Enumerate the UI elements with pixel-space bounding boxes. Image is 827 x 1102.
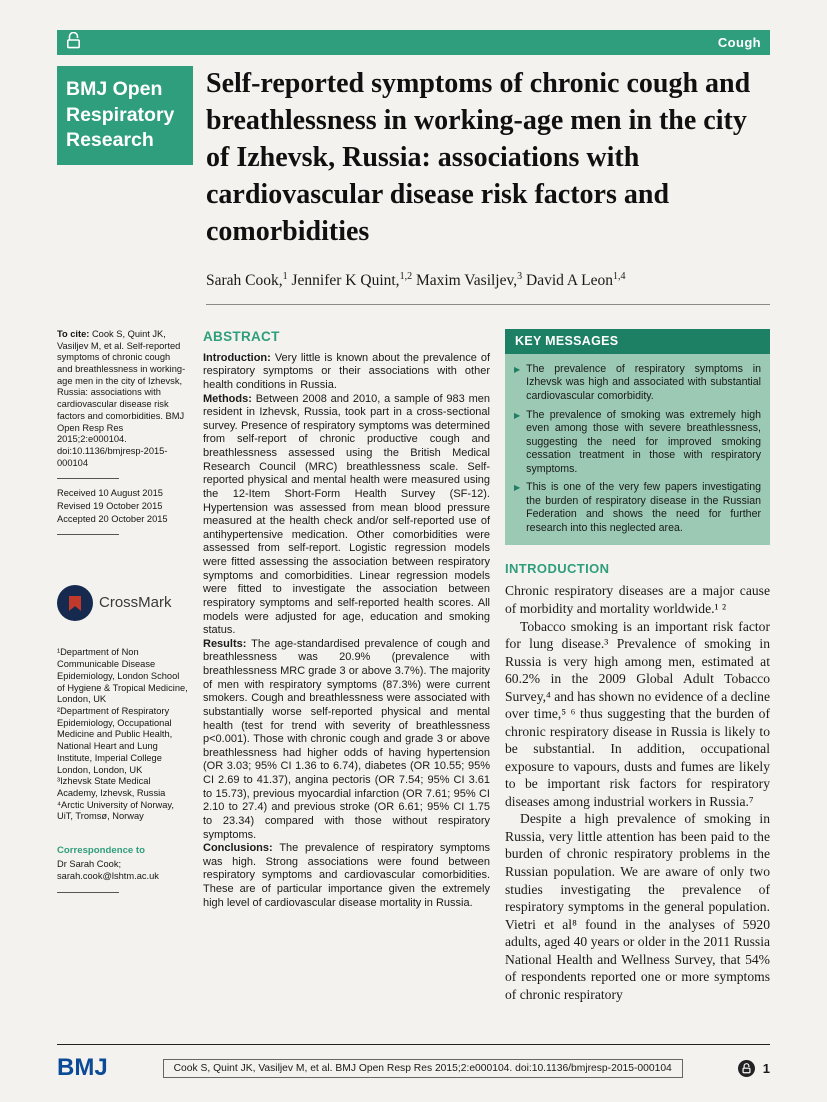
author-name: Maxim Vasiljev, (412, 271, 518, 289)
abstract-section-text: The age-standardised prevalence of cough and breathlessness was 20.9% (prevalence with breathlessness MRC grade 3 or above 3.7%). The majority of men with respiratory symptoms (87.3%) were current smokers. Cough and breathlessness were associated with substantially worse self-reported physical and mental health (test for trend with severity of breathlessness p<0.001). Those with chronic cough and grade 3 or above breathlessness had higher odds of having hypertension (OR 3.03; 95% CI 1.36 to 6.74), diabetes (OR 10.55; 95% CI 2.69 to 41.37), angina pectoris (OR 7.54; 95% CI 3.61 to 15.73), previous myocardial infarction (OR 7.61; 95% CI 2.10 to 27.4) and previous stroke (OR 6.61; 95% CI 1.75 to 23.34) compared with those without respiratory symptoms. (203, 637, 490, 841)
affiliation: ²Department of Respiratory Epidemiology, Occupational Medicine and Public Health, National Heart and Lung Institute, Imperial College London, London, UK (57, 705, 173, 775)
topic-tag: Cough (717, 35, 761, 50)
history-dates (57, 488, 188, 525)
abstract-section-text: The prevalence of respiratory symptoms was high. Strong associations were found between respiratory symptoms and cardiovascular comorbidities. These are of particular importance given the extremely high level of cardiovascular disease mortality in Russia. (203, 842, 490, 909)
abstract-section-label: Results: (203, 637, 252, 650)
abstract-section-introduction (203, 352, 490, 393)
crossmark-label: CrossMark (99, 594, 172, 612)
header-row (57, 66, 770, 305)
introduction-paragraph: Despite a high prevalence of smoking in Russia, very little attention has been paid to the burden of chronic respiratory problems in the Russian population. We are aware of only two studies investigating the prevalence of respiratory symptoms in the general population. Vietri et al⁸ found in the analyses of 5920 adults, aged 40 years or older in the 2011 Russia National Health and Wellness Survey, that 54% of respondents reported one or more symptoms of chronic respiratory (505, 811, 770, 1002)
page-footer (57, 1044, 770, 1082)
affiliations (57, 647, 188, 823)
key-message-item (514, 363, 761, 404)
correspondence-name: Dr Sarah Cook; (57, 859, 122, 870)
key-messages-heading: KEY MESSAGES (505, 329, 770, 354)
abstract-section-label: Conclusions: (203, 842, 280, 855)
left-sidebar (57, 329, 188, 1003)
abstract-heading: ABSTRACT (203, 328, 280, 344)
divider (57, 478, 119, 479)
open-access-footer-icon (738, 1060, 755, 1077)
page-number: 1 (762, 1060, 770, 1076)
accepted-date: Accepted 20 October 2015 (57, 513, 168, 524)
top-bar (57, 30, 770, 55)
key-message-item (514, 481, 761, 535)
bmj-logo: BMJ (57, 1054, 108, 1081)
divider (57, 534, 119, 535)
received-date: Received 10 August 2015 (57, 488, 163, 499)
abstract-section-methods (203, 393, 490, 638)
abstract-section-text: Between 2008 and 2010, a sample of 983 men resident in Izhevsk, Russia, took part in a cross-sectional survey. Presence of respiratory symptoms was determined from self-report of chronic productive cough and breathlessness assessed using the British Medical Research Council (MRC) breathlessness scale. Self-reported physical and mental health were measured using the 12-Item Short-Form Health Survey (SF-12). Hypertension was assessed from mean blood pressure measured at the health check and/or self-reported use of antihypertensive medication. Other comorbidities were assessed from self-report. Logistic regression models were fitted assessing the association between respiratory symptoms and comorbidities. Linear regression models were fitted to investigate the association between respiratory symptoms and self-reported health scores. All models were adjusted for age, education and smoking status. (203, 392, 490, 637)
open-access-icon (66, 32, 81, 54)
abstract-section-conclusions (203, 842, 490, 910)
key-messages-box (505, 329, 770, 546)
author-name: Sarah Cook, (206, 271, 283, 289)
authors-line (206, 271, 770, 290)
correspondence-email-link[interactable]: sarah.cook@lshtm.ac.uk (57, 870, 159, 881)
crossmark-icon (57, 585, 93, 621)
main-columns (57, 329, 770, 1003)
introduction-heading: INTRODUCTION (505, 561, 610, 577)
key-messages-body (505, 354, 770, 546)
footer-citation: Cook S, Quint JK, Vasiljev M, et al. BMJ Open Resp Res 2015;2:e000104. doi:10.1136/bmjresp-2015-000104 (163, 1059, 683, 1078)
author-affiliation-superscript: 1,4 (612, 270, 626, 282)
introduction-paragraph: Chronic respiratory diseases are a major cause of morbidity and mortality worldwide.¹ ² (505, 583, 770, 617)
key-message-item (514, 409, 761, 477)
author-affiliation-superscript: 3 (517, 270, 523, 282)
right-column (505, 329, 770, 1003)
arrow-bullet-icon: ▶ (514, 410, 521, 420)
article-title: Self-reported symptoms of chronic cough and breathlessness in working-age men in the city of Izhevsk, Russia: associations with cardiovascular disease risk factors and comorbidities (206, 68, 751, 247)
abstract-section-text: Very little is known about the prevalence of respiratory symptoms or their associations with other health conditions in Russia. (203, 351, 490, 391)
abstract-column (203, 329, 490, 1003)
author-affiliation-superscript: 1 (282, 270, 288, 282)
crossmark-button[interactable] (57, 585, 188, 621)
revised-date: Revised 19 October 2015 (57, 501, 163, 512)
key-message-text: The prevalence of respiratory symptoms in Izhevsk was high and associated with substantial cardiovascular comorbidity. (526, 362, 761, 403)
arrow-bullet-icon: ▶ (514, 364, 521, 374)
footer-citation-wrap (108, 1059, 738, 1078)
abstract-section-label: Introduction: (203, 351, 275, 364)
abstract-section-results (203, 638, 490, 842)
correspondence-block (57, 845, 188, 882)
affiliation: ¹Department of Non Communicable Disease Epidemiology, London School of Hygiene & Tropical Medicine, London, UK (57, 647, 188, 705)
to-cite-label: To cite: (57, 328, 92, 339)
to-cite-block (57, 329, 188, 469)
key-message-text: This is one of the very few papers investigating the burden of respiratory disease in the Russian Federation and shows the need for further research into this neglected area. (526, 481, 761, 534)
footer-right (738, 1060, 770, 1077)
author-name: David A Leon (522, 271, 613, 289)
abstract-section-label: Methods: (203, 392, 256, 405)
introduction-paragraph: Tobacco smoking is an important risk factor for lung disease.³ Prevalence of smoking in Russia is very high among men, estimated at 60.2% in the 2009 Global Adult Tobacco Survey,⁴ and has shown no evidence of a decline over time,⁵ ⁶ thus suggesting that the burden of chronic respiratory disease in Russia is likely to be substantial. In addition, occupational exposure to vapours, dusts and fumes are likely to be important risk factors for respiratory diseases among industrial workers in Russia.⁷ (505, 618, 770, 809)
affiliation: ³Izhevsk State Medical Academy, Izhevsk, Russia (57, 776, 166, 798)
divider (57, 892, 119, 893)
author-name: Jennifer K Quint, (287, 271, 400, 289)
introduction-text (505, 582, 770, 1003)
journal-logo-line: Research (66, 129, 154, 152)
key-message-text: The prevalence of smoking was extremely high even among those with severe breathlessness, suggesting the need for improved smoking cessation treatment in those with respiratory symptoms. (526, 408, 761, 475)
affiliation: ⁴Arctic University of Norway, UiT, Tromsø, Norway (57, 799, 174, 822)
to-cite-text: Cook S, Quint JK, Vasiljev M, et al. Self-reported symptoms of chronic cough and breathlessness in working-age men in the city of Izhevsk, Russia: associations with cardiovascular disease risk factors and comorbidities. BMJ Open Resp Res 2015;2:e000104. doi:10.1136/bmjresp-2015-000104 (57, 328, 186, 468)
journal-logo-line: Respiratory (66, 103, 175, 126)
journal-logo (57, 66, 193, 165)
author-affiliation-superscript: 1,2 (399, 270, 413, 282)
arrow-bullet-icon: ▶ (514, 483, 521, 493)
correspondence-heading: Correspondence to (57, 845, 145, 857)
title-block (206, 66, 770, 305)
journal-logo-line: BMJ Open (66, 78, 163, 100)
